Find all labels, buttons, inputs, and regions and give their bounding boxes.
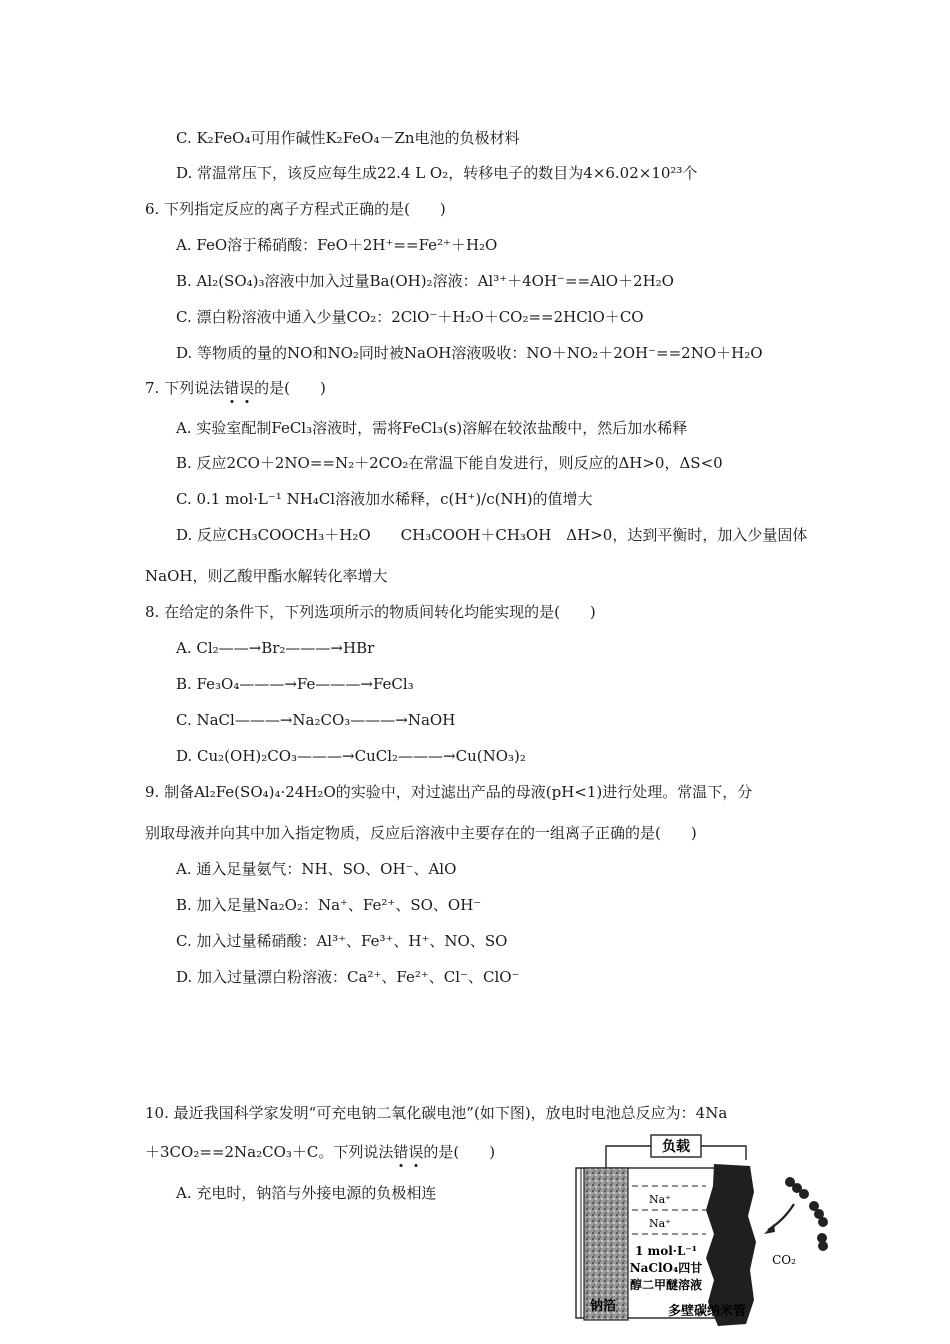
q5-option-d: D. 常温常压下，该反应每生成22.4 L O₂，转移电子的数目为4×6.02×10²³个 [176, 164, 698, 182]
left-electrode-label: 钠箔 [590, 1299, 617, 1314]
q5-option-c: C. K₂FeO₄可用作碱性K₂FeO₄－Zn电池的负极材料 [176, 129, 520, 147]
emphasis-char: 错 [393, 1143, 409, 1161]
q7-option-b: B. 反应2CO＋2NO==N₂＋2CO₂在常温下能自发进行，则反应的ΔH>0，ΔS<0 [176, 454, 723, 472]
q8-option-c: C. NaCl———→Na₂CO₃———→NaOH [176, 711, 456, 729]
sodium-foil-electrode [584, 1168, 628, 1320]
concentration-label: 1 mol·L⁻¹ [635, 1244, 697, 1258]
emphasis-char: 误 [239, 379, 255, 397]
emphasis-char: 错 [224, 379, 240, 397]
q9-stem-line2: 别取母液并向其中加入指定物质，反应后溶液中主要存在的一组离子正确的是( ) [145, 824, 697, 842]
co2-label: CO₂ [772, 1253, 796, 1267]
q6-option-a: A. FeO溶于稀硝酸：FeO＋2H⁺==Fe²⁺＋H₂O [176, 236, 498, 254]
q7-option-c: C. 0.1 mol·L⁻¹ NH₄Cl溶液加水稀释，c(H⁺)/c(NH)的值增大 [176, 490, 593, 508]
q9-option-c: C. 加入过量稀硝酸：Al³⁺、Fe³⁺、H⁺、NO、SO [176, 932, 508, 950]
load-label: 负载 [662, 1139, 690, 1155]
q9-option-d: D. 加入过量漂白粉溶液：Ca²⁺、Fe²⁺、Cl⁻、ClO⁻ [176, 968, 520, 986]
co2-molecule-icon [817, 1233, 828, 1251]
right-electrode-label: 多壁碳纳米管 [668, 1304, 747, 1319]
sodium-ion-label-1: Na⁺ [649, 1193, 671, 1206]
co2-molecule-icon [809, 1201, 828, 1227]
q10-stem-post: 的是( ) [423, 1143, 496, 1161]
q10-stem-line2 [145, 1142, 495, 1162]
q7-option-a: A. 实验室配制FeCl₃溶液时，需将FeCl₃(s)溶解在较浓盐酸中，然后加水稀释 [176, 419, 688, 437]
emphasis-char: 误 [408, 1143, 424, 1161]
q7-stem-pre: 7. 下列说法 [145, 379, 225, 397]
q8-option-a: A. Cl₂——→Br₂———→HBr [176, 639, 375, 657]
q7-stem [145, 378, 326, 398]
battery-diagram [568, 1130, 838, 1330]
q7-option-d: D. 反应CH₃COOCH₃＋H₂O CH₃COOH＋CH₃OH ΔH>0，达到平衡时，加入少量固体 [176, 526, 808, 544]
q6-option-d: D. 等物质的量的NO和NO₂同时被NaOH溶液吸收：NO＋NO₂＋2OH⁻==2NO＋H₂O [176, 344, 763, 362]
co2-molecule-icon [785, 1177, 809, 1199]
q6-option-b: B. Al₂(SO₄)₃溶液中加入过量Ba(OH)₂溶液：Al³⁺＋4OH⁻==AlO＋2H₂O [176, 272, 674, 290]
q7-stem-post: 的是( ) [254, 379, 326, 397]
q8-option-d: D. Cu₂(OH)₂CO₃———→CuCl₂———→Cu(NO₃)₂ [176, 747, 526, 765]
q7-option-d-cont: NaOH，则乙酸甲酯水解转化率增大 [145, 567, 388, 585]
q10-stem-pre: ＋3CO₂==2Na₂CO₃＋C。下列说法 [145, 1143, 394, 1161]
co2-arrowhead [764, 1224, 775, 1234]
q9-option-a: A. 通入足量氨气：NH、SO、OH⁻、AlO [176, 860, 457, 878]
q8-stem: 8. 在给定的条件下，下列选项所示的物质间转化均能实现的是( ) [145, 603, 596, 621]
q6-stem: 6. 下列指定反应的离子方程式正确的是( ) [145, 200, 446, 218]
q8-option-b: B. Fe₃O₄———→Fe———→FeCl₃ [176, 675, 414, 693]
q10-option-a: A. 充电时，钠箔与外接电源的负极相连 [176, 1184, 437, 1202]
q6-option-c: C. 漂白粉溶液中通入少量CO₂：2ClO⁻＋H₂O＋CO₂==2HClO＋CO [176, 308, 644, 326]
electrolyte-label-line1: NaClO₄四甘 [629, 1261, 703, 1275]
q9-option-b: B. 加入足量Na₂O₂：Na⁺、Fe²⁺、SO、OH⁻ [176, 896, 482, 914]
electrolyte-label-line2: 醇二甲醚溶液 [629, 1278, 703, 1292]
q9-stem-line1: 9. 制备Al₂Fe(SO₄)₄·24H₂O的实验中，对过滤出产品的母液(pH<1)进行处理。常温下，分 [145, 783, 753, 801]
q10-stem-line1: 10. 最近我国科学家发明“可充电钠二氧化碳电池”(如下图)，放电时电池总反应为：4Na [145, 1104, 728, 1122]
sodium-ion-label-2: Na⁺ [649, 1217, 671, 1230]
carbon-nanotube-electrode [706, 1164, 756, 1326]
